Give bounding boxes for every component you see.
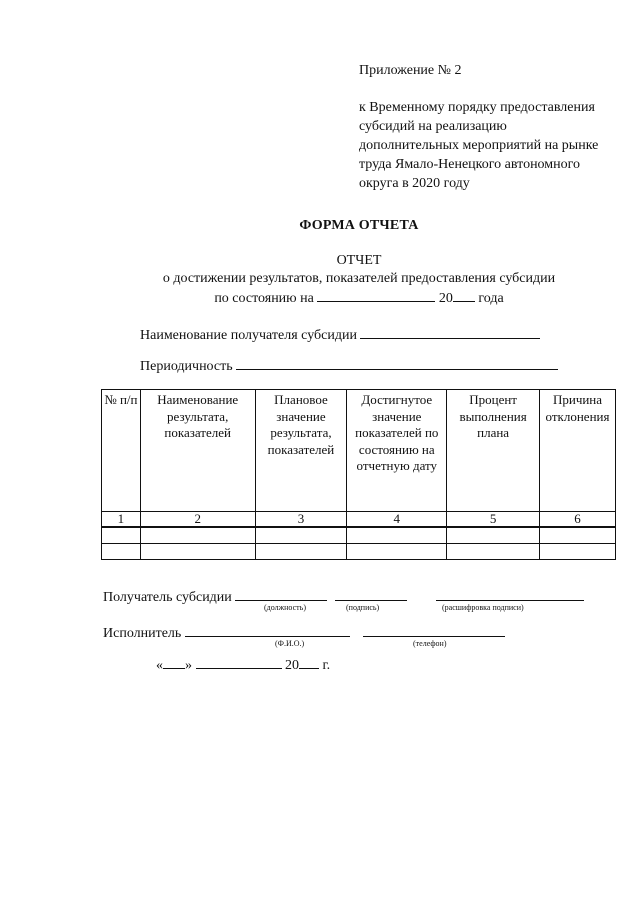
fio-caption: (Ф.И.О.) <box>275 639 305 648</box>
table-cell[interactable] <box>102 527 141 544</box>
header-cell-result-name: Наименование результата, показателей <box>140 390 255 512</box>
table-row <box>102 544 616 560</box>
appendix-line: к Временному порядку предоставления <box>359 100 595 115</box>
date-suffix: г. <box>322 658 331 673</box>
appendix-description <box>359 98 629 193</box>
column-number-cell: 1 <box>102 512 141 528</box>
executor-phone-field[interactable] <box>363 624 505 637</box>
report-date-suffix: года <box>478 291 504 306</box>
executor-label: Исполнитель <box>103 626 182 641</box>
column-number-cell: 2 <box>140 512 255 528</box>
date-year-field[interactable] <box>299 656 319 669</box>
date-month-field[interactable] <box>196 656 282 669</box>
table-cell[interactable] <box>140 544 255 560</box>
phone-caption: (телефон) <box>413 639 447 648</box>
signature-caption: (подпись) <box>346 603 380 612</box>
table-cell[interactable] <box>347 527 447 544</box>
column-number-cell: 6 <box>540 512 616 528</box>
report-title: ОТЧЕТ <box>336 253 382 268</box>
periodicity-row <box>140 357 558 375</box>
recipient-name-field[interactable] <box>360 326 540 339</box>
report-subtitle: о достижении результатов, показателей предоставления субсидии <box>162 271 556 286</box>
recipient-name-label: Наименование получателя субсидии <box>140 328 357 343</box>
table-cell[interactable] <box>140 527 255 544</box>
header-cell-planned-value: Плановое значение результата, показателей <box>255 390 347 512</box>
recipient-signature-label: Получатель субсидии <box>103 590 232 605</box>
table-row <box>102 527 616 544</box>
header-cell-achieved-value: Достигнутое значение показателей по состоянию на отчетную дату <box>347 390 447 512</box>
date-close-quote: » <box>185 658 192 673</box>
column-number-cell: 3 <box>255 512 347 528</box>
table-cell[interactable] <box>540 527 616 544</box>
recipient-decoding-field[interactable] <box>436 588 584 601</box>
report-year-field[interactable] <box>453 289 475 302</box>
form-title: ФОРМА ОТЧЕТА <box>299 218 419 233</box>
position-caption: (должность) <box>264 603 306 612</box>
table-cell[interactable] <box>255 527 347 544</box>
table-header-row <box>102 390 616 512</box>
decoding-caption: (расшифровка подписи) <box>442 603 524 612</box>
date-open-quote: « <box>156 658 163 673</box>
table-cell[interactable] <box>447 544 540 560</box>
recipient-position-field[interactable] <box>235 588 327 601</box>
header-cell-plan-percent: Процент выполнения плана <box>447 390 540 512</box>
appendix-line: субсидий на реализацию <box>359 119 507 134</box>
report-date-year: 20 <box>438 291 453 306</box>
column-number-cell: 5 <box>447 512 540 528</box>
table-number-row <box>102 512 616 528</box>
report-date-prefix: по состоянию на <box>214 291 314 306</box>
table-cell[interactable] <box>255 544 347 560</box>
appendix-number: Приложение № 2 <box>359 63 462 78</box>
table-cell[interactable] <box>540 544 616 560</box>
appendix-line: округа в 2020 году <box>359 176 470 191</box>
appendix-line: дополнительных мероприятий на рынке <box>359 138 599 153</box>
periodicity-label: Периодичность <box>140 359 233 374</box>
table-cell[interactable] <box>347 544 447 560</box>
column-number-cell: 4 <box>347 512 447 528</box>
date-year-prefix: 20 <box>285 658 299 673</box>
periodicity-field[interactable] <box>236 357 558 370</box>
date-row <box>156 656 330 674</box>
date-day-field[interactable] <box>163 656 185 669</box>
recipient-name-row <box>140 326 540 344</box>
report-date-field[interactable] <box>317 289 435 302</box>
executor-fio-field[interactable] <box>185 624 350 637</box>
table-cell[interactable] <box>102 544 141 560</box>
report-table <box>101 389 616 560</box>
header-cell-deviation-reason: Причина отклонения <box>540 390 616 512</box>
appendix-line: труда Ямало-Ненецкого автономного <box>359 157 581 172</box>
header-cell-number: № п/п <box>102 390 141 512</box>
table-cell[interactable] <box>447 527 540 544</box>
recipient-signature-field[interactable] <box>335 588 407 601</box>
report-date-line <box>0 289 640 307</box>
